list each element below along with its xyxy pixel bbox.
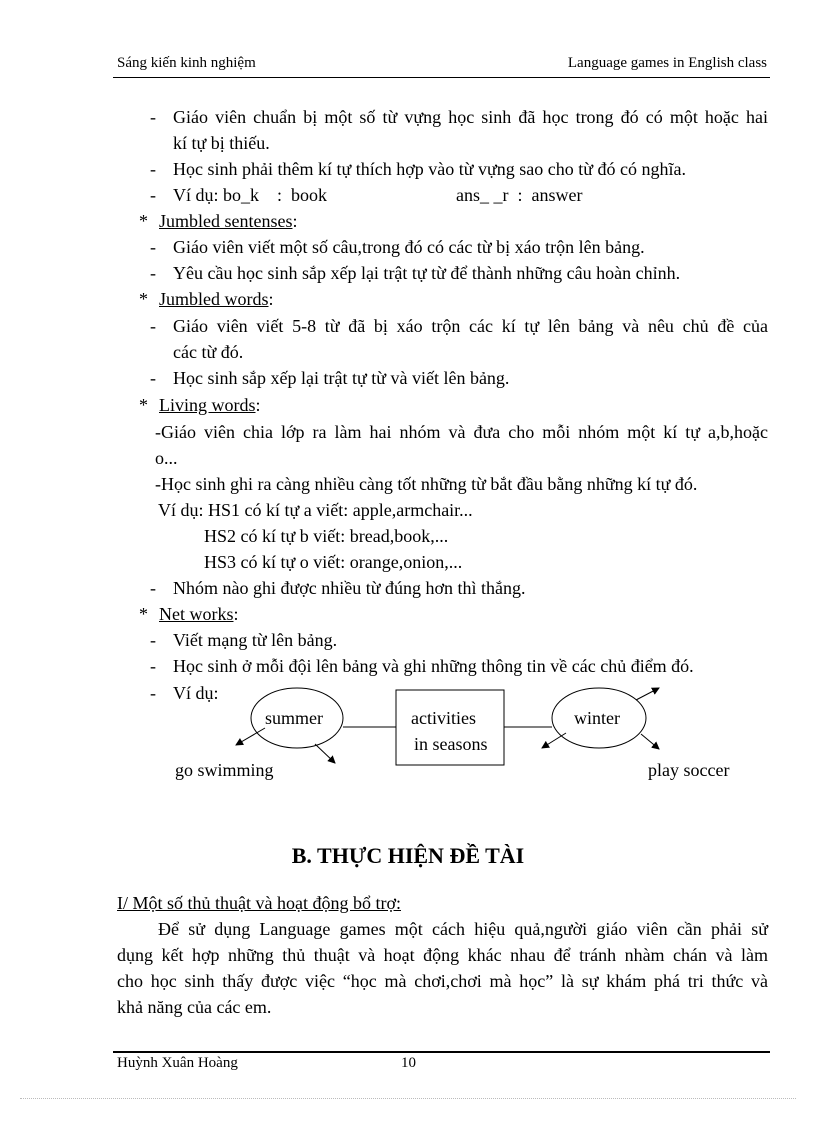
section-title-net-works: Net works <box>159 604 234 624</box>
example-bo-k: Ví dụ: bo_k : book <box>173 185 328 205</box>
title-colon: : <box>268 289 274 309</box>
bullet-star: * <box>139 211 148 231</box>
line-1b: kí tự bị thiếu. <box>173 133 270 153</box>
arrow-summer-left <box>236 728 265 745</box>
paragraph-line-3: cho học sinh thấy được việc “học mà chơi,chơi mà học” là sự khám phá tri thức và <box>117 971 768 991</box>
jumbled-words-line-1b: các từ đó. <box>173 342 244 362</box>
living-words-example-3: HS3 có kí tự o viết: orange,onion,... <box>204 552 463 572</box>
living-words-example-1: Ví dụ: HS1 có kí tự a viết: apple,armchair... <box>158 500 473 520</box>
subsection-title: I/ Một số thủ thuật và hoạt động bổ trợ: <box>117 893 401 913</box>
jumbled-words-line-2: Học sinh sắp xếp lại trật tự từ và viết lên bảng. <box>173 368 510 388</box>
bullet-dash: - <box>150 656 156 676</box>
section-title-jumbled-words: Jumbled words <box>159 289 269 309</box>
bullet-dash: - <box>150 630 156 650</box>
winter-label: winter <box>574 708 620 728</box>
arrow-summer-right <box>315 744 335 763</box>
bullet-dash: - <box>150 107 156 127</box>
bullet-dash: - <box>150 237 156 257</box>
header-left-text: Sáng kiến kinh nghiệm <box>117 55 256 71</box>
paragraph-line-4: khả năng của các em. <box>117 997 272 1017</box>
living-words-line-1b: o... <box>155 448 178 468</box>
bullet-dash: - <box>150 578 156 598</box>
section-b-title: B. THỰC HIỆN ĐỀ TÀI <box>291 843 525 868</box>
arrow-winter-down <box>641 734 659 749</box>
bullet-dash: - <box>150 316 156 336</box>
footer-author: Huỳnh Xuân Hoàng <box>117 1055 238 1071</box>
paragraph-line-1: Để sử dụng Language games một cách hiệu quả,người giáo viên cần phải sử <box>158 919 768 939</box>
living-words-line-1: -Giáo viên chia lớp ra làm hai nhóm và đưa cho mỗi nhóm một kí tự a,b,hoặc <box>155 422 768 442</box>
arrow-winter-left <box>542 733 566 748</box>
bullet-star: * <box>139 289 148 309</box>
line-2: Học sinh phải thêm kí tự thích hợp vào từ vựng sao cho từ đó có nghĩa. <box>173 159 686 179</box>
activities-label: activities <box>411 708 476 728</box>
arrow-winter-up <box>636 688 659 700</box>
net-works-line-1: Viết mạng từ lên bảng. <box>173 630 338 650</box>
net-works-line-3: Ví dụ: <box>173 683 219 703</box>
summer-label: summer <box>265 708 323 728</box>
bullet-dash: - <box>150 185 156 205</box>
in-seasons-label: in seasons <box>414 734 488 754</box>
jumbled-words-line-1: Giáo viên viết 5-8 từ đã bị xáo trộn các kí tự lên bảng và nêu chủ đề của <box>173 316 768 336</box>
title-colon: : <box>233 604 239 624</box>
bullet-star: * <box>139 604 148 624</box>
bullet-dash: - <box>150 159 156 179</box>
living-words-line-2: -Học sinh ghi ra càng nhiều càng tốt những từ bắt đầu bằng những kí tự đó. <box>155 474 698 494</box>
jumbled-sentenses-line-1: Giáo viên viết một số câu,trong đó có các từ bị xáo trộn lên bảng. <box>173 237 645 257</box>
bullet-dash: - <box>150 263 156 283</box>
page-edge-dotted-line <box>20 1098 796 1099</box>
living-words-example-2: HS2 có kí tự b viết: bread,book,... <box>204 526 449 546</box>
bullet-star: * <box>139 395 148 415</box>
net-works-line-2: Học sinh ở mỗi đội lên bảng và ghi những thông tin về các chủ điểm đó. <box>173 656 694 676</box>
bullet-dash: - <box>150 368 156 388</box>
section-title-jumbled-sentenses: Jumbled sentenses <box>159 211 293 231</box>
go-swimming-label: go swimming <box>175 760 274 780</box>
bullet-dash: - <box>150 683 156 703</box>
title-colon: : <box>292 211 298 231</box>
header-right-text: Language games in English class <box>567 55 767 71</box>
section-title-living-words: Living words <box>159 395 256 415</box>
jumbled-sentenses-line-2: Yêu cầu học sinh sắp xếp lại trật tự từ để thành những câu hoàn chỉnh. <box>173 263 681 283</box>
line-1: Giáo viên chuẩn bị một số từ vựng học sinh đã học trong đó có một hoặc hai <box>173 107 768 127</box>
footer-rule <box>113 1051 770 1053</box>
header-rule <box>113 77 770 78</box>
title-colon: : <box>255 395 261 415</box>
footer-page-number: 10 <box>401 1055 416 1071</box>
paragraph-line-2: dụng kết hợp những thủ thuật và hoạt động khác nhau để tránh nhàm chán và làm <box>117 945 768 965</box>
example-ans-r: ans_ _r : answer <box>456 185 583 205</box>
living-words-line-6: Nhóm nào ghi được nhiều từ đúng hơn thì thắng. <box>173 578 526 598</box>
play-soccer-label: play soccer <box>648 760 730 780</box>
